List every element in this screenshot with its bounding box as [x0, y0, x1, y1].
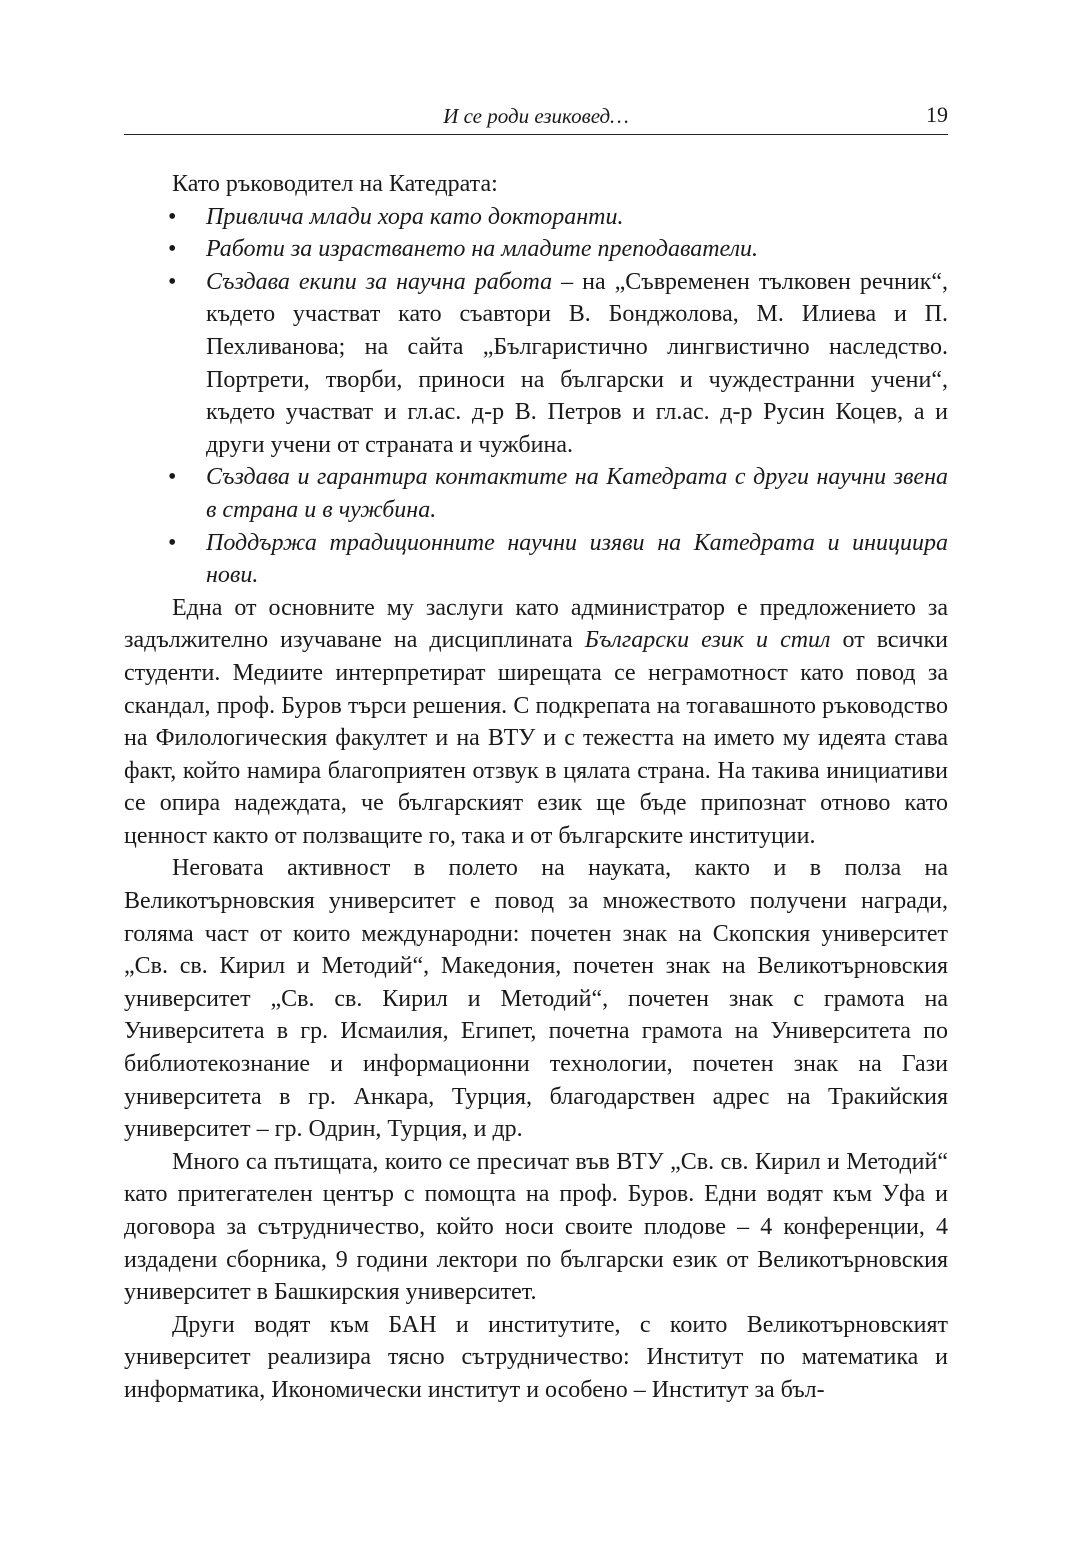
list-item-text: – на „Съвременен тълковен речник“, където участват като съавтори В. Бонджолова, М. Илиева и П. Пехливанова; на сайта „Българистично лингвистично наследство. Портрети, творби, приноси на български и чуждестранни учени“, където участват и гл.ас. д-р В. Петров и гл.ас. д-р Русин Коцев, а и други учени от страната и чужбина. [206, 268, 949, 458]
paragraph-text: от всички студенти. Медиите интерпретират ширещата се неграмотност като повод за скандал, проф. Буров търси решения. С подкрепата на тогавашното ръководство на Филологическия факултет и на ВТУ и с тежестта на името му идеята става факт, който намира благоприятен отзвук в цялата страна. На такива инициативи се опира надеждата, че българският език ще бъде припознат отново като ценност както от ползващите го, така и от българските институции. [124, 627, 949, 849]
intro-line: Като ръководител на Катедрата: [172, 171, 498, 197]
list-item-italic: Поддържа традиционните научни изяви на Катедрата и инициира нови. [206, 529, 948, 589]
list-item [124, 266, 948, 462]
list-item [124, 201, 948, 234]
duties-list [124, 201, 948, 592]
page-number: 19 [926, 102, 948, 127]
paragraph-awards: Неговата активност в полето на науката, както и в полза на Великотърновския университет е повод за множеството получени награди, голяма част от които международни: почетен знак на Скопския университет „Св. св. Кирил и Методий“, Македония, почетен знак на Великотърновския университет „Св. св. Кирил и Методий“, почетен знак с грамота на Университета в гр. Исмаилия, Египет, почетна грамота на Университета по библиотекознание и информационни технологии, почетен знак на Гази университета в гр. Анкара, Турция, благодарствен адрес на Тракийския университет – гр. Одрин, Турция, и др. [124, 855, 948, 1143]
list-item-italic: Работи за израстването на младите преподаватели. [206, 236, 759, 263]
list-item [124, 461, 948, 526]
bullet-icon: • [168, 529, 177, 556]
bullet-icon: • [168, 268, 177, 295]
paragraph-text: Една от основните му заслуги като администратор е предложението за задължително изучаване на дисциплината [124, 594, 948, 654]
bullet-icon: • [168, 464, 177, 491]
page-body [124, 168, 948, 1407]
page-header [124, 100, 948, 135]
list-item [124, 527, 948, 592]
paragraph-ufa: Много са пътищата, които се пресичат във ВТУ „Св. св. Кирил и Методий“ като притегателен център с помощта на проф. Буров. Едни водят към Уфа и договора за сътрудничество, който носи своите плодове – 4 конференции, 4 издадени сборника, 9 години лектори по български език от Великотърновския университет в Башкирския университет. [124, 1148, 948, 1306]
list-item-italic: Привлича млади хора като докторанти. [206, 203, 624, 230]
paragraph-administration [124, 592, 948, 853]
list-item-italic: Създава и гарантира контактите на Катедрата с други научни звена в страна и в чужбина. [206, 464, 948, 523]
list-item [124, 233, 948, 266]
bullet-icon: • [168, 236, 177, 263]
running-title: И се роди езиковед… [443, 104, 629, 128]
bullet-icon: • [168, 203, 177, 230]
list-item-italic: Създава екипи за научна работа [206, 268, 553, 295]
discipline-title: Български език и стил [584, 627, 831, 654]
paragraph-ban: Други водят към БАН и институтите, с които Великотърновският университет реализира тясно сътрудничество: Институт по математика и информатика, Икономически институт и особено – Институт за бъл- [124, 1311, 948, 1403]
